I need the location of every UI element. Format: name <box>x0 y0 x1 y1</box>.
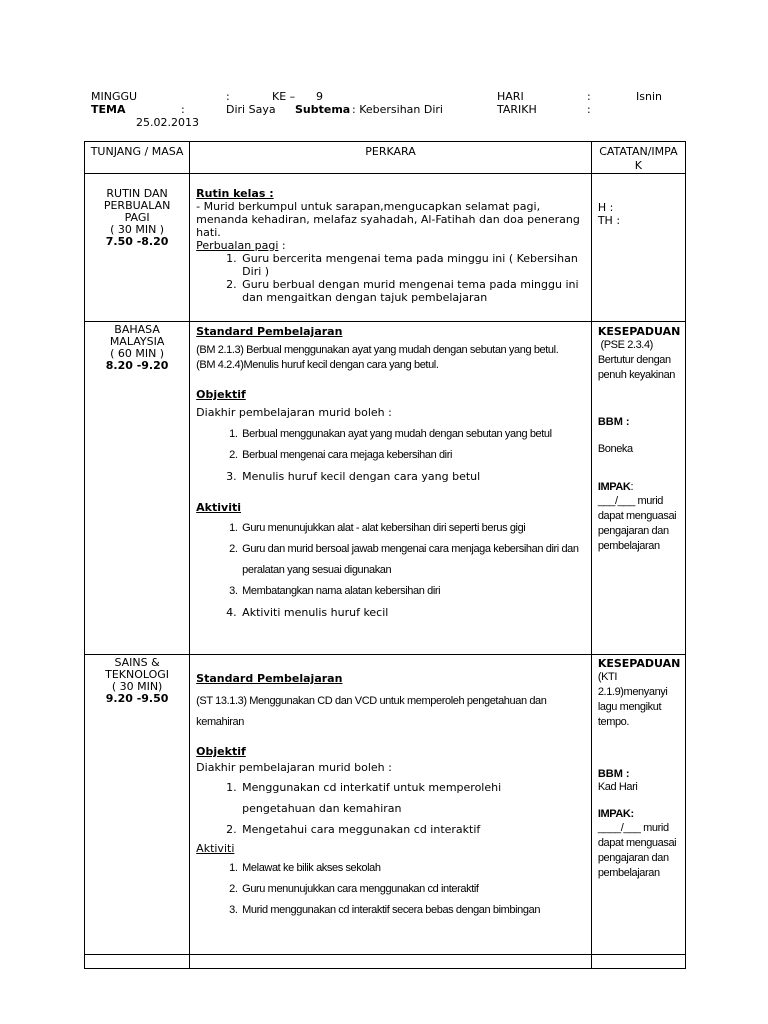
kesepaduan-title: KESEPADUAN <box>597 325 681 338</box>
list-item: 2. Guru dan murid bersoal jawab mengenai cara menjaga kebersihan diri dan peralatan yang sesuai digunakan <box>240 539 587 581</box>
standard-pembelajaran-title: Standard Pembelajaran <box>196 672 343 685</box>
hari-label: HARI <box>497 90 524 103</box>
tarikh-label: TARIKH <box>497 103 537 116</box>
subtema-label: Subtema <box>295 103 351 116</box>
perkara-cell <box>190 655 592 955</box>
header-catatan-impak: CATATAN/IMPAK <box>591 142 685 174</box>
table-header-row <box>85 142 686 174</box>
subject-duration: ( 30 MIN) <box>111 680 163 693</box>
impak-text: ___/___ murid dapat menguasai pengajaran dan pembelajaran <box>597 495 677 552</box>
tema-colon: : <box>181 103 185 116</box>
list-item: 3. Murid menggunakan cd interaktif secera bebas dengan bimbingan <box>240 900 587 921</box>
list-item: 1. Menggunakan cd interkatif untuk memperolehi pengetahuan dan kemahiran <box>240 777 507 819</box>
list-item: 1. Melawat ke bilik akses sekolah <box>240 858 587 879</box>
tema-value: Diri Saya <box>226 103 276 116</box>
objektif-list <box>196 777 587 840</box>
impak-title: IMPAK: <box>597 808 634 820</box>
header-perkara: PERKARA <box>190 142 592 174</box>
subject-time: 7.50 -8.20 <box>105 235 169 248</box>
rutin-title: Rutin kelas : <box>196 187 274 200</box>
table-row-empty <box>85 955 686 969</box>
empty-cell <box>190 955 592 969</box>
empty-cell <box>85 955 190 969</box>
standard-pembelajaran-title: Standard Pembelajaran <box>196 325 343 338</box>
kesepaduan-text: Bertutur dengan penuh keyakinan <box>597 354 676 381</box>
bbm-text: Boneka <box>597 443 633 455</box>
subject-cell <box>85 174 190 322</box>
subtema-value: : Kebersihan Diri <box>352 103 443 116</box>
minggu-label: MINGGU <box>91 90 138 103</box>
list-item: 4. Aktiviti menulis huruf kecil <box>240 602 587 623</box>
list-item: 2. Berbual mengenai cara mejaga kebersihan diri <box>240 445 587 466</box>
objektif-intro: Diakhir pembelajaran murid boleh : <box>196 406 392 419</box>
header-line-2 <box>91 103 691 116</box>
list-item: 2. Guru berbual dengan murid mengenai tema pada minggu ini dan mengaitkan dengan tajuk pembelajaran <box>240 278 587 304</box>
bbm-title: BBM : <box>597 416 630 428</box>
perbualan-colon: : <box>278 239 286 252</box>
subject-duration: ( 30 MIN ) <box>110 223 165 236</box>
bbm-text: Kad Hari <box>597 781 638 793</box>
lesson-plan-table <box>84 141 686 969</box>
hari-value: Isnin <box>636 90 662 103</box>
kesepaduan-code: (KTI 2.1.9)menyanyi lagu mengikut tempo. <box>597 671 668 728</box>
list-item: 1. Guru menunujukkan alat - alat kebersihan diri seperti berus gigi <box>240 518 587 539</box>
list-item: 2. Mengetahui cara meggunakan cd interaktif <box>240 819 507 840</box>
kesepaduan-title: KESEPADUAN <box>597 657 681 670</box>
list-item: 2. Guru menunujukkan cara menggunakan cd interaktif <box>240 879 587 900</box>
empty-cell <box>591 955 685 969</box>
minggu-colon: : <box>226 90 230 103</box>
aktiviti-list <box>196 518 587 623</box>
subject-cell <box>85 322 190 655</box>
aktiviti-title: Aktiviti <box>196 501 241 514</box>
perbualan-list <box>196 252 587 304</box>
impak-colon: : <box>630 481 634 493</box>
perbualan-title: Perbualan pagi <box>196 239 279 252</box>
header-tunjang-masa: TUNJANG / MASA <box>85 142 190 174</box>
catatan-cell <box>591 655 685 955</box>
table-row <box>85 174 686 322</box>
objektif-list <box>196 424 587 487</box>
hari-colon: : <box>587 90 591 103</box>
table-row <box>85 322 686 655</box>
subject-duration: ( 60 MIN ) <box>110 347 165 360</box>
rutin-text: - Murid berkumpul untuk sarapan,mengucapkan selamat pagi, menanda kehadiran, melafaz syahadah, Al-Fatihah dan doa penerang hati. <box>196 200 580 239</box>
subject-name: SAINS & TEKNOLOGI <box>105 656 170 681</box>
standard-line: (BM 4.2.4)Menulis huruf kecil dengan cara yang betul. <box>196 359 439 371</box>
perkara-cell <box>190 174 592 322</box>
standard-line: (BM 2.1.3) Berbual menggunakan ayat yang mudah dengan sebutan yang betul. <box>196 344 559 356</box>
subject-name: BAHASA MALAYSIA <box>109 323 165 348</box>
objektif-title: Objektif <box>196 745 246 758</box>
header-line-1 <box>91 90 691 103</box>
header-line-3 <box>91 116 691 129</box>
list-item: 3. Membatangkan nama alatan kebersihan diri <box>240 581 587 602</box>
tema-label: TEMA <box>91 103 126 116</box>
subject-time: 9.20 -9.50 <box>105 692 169 705</box>
list-item: 3. Menulis huruf kecil dengan cara yang betul <box>240 466 587 487</box>
catatan-cell <box>591 322 685 655</box>
list-item: 1. Guru bercerita mengenai tema pada minggu ini ( Kebersihan Diri ) <box>240 252 587 278</box>
impak-text: ____/___ murid dapat menguasai pengajaran dan pembelajaran <box>597 822 677 879</box>
objektif-title: Objektif <box>196 388 246 401</box>
tarikh-value: 25.02.2013 <box>136 116 199 129</box>
subject-time: 8.20 -9.20 <box>105 359 169 372</box>
tarikh-colon: : <box>587 103 591 116</box>
objektif-intro: Diakhir pembelajaran murid boleh : <box>196 761 392 774</box>
catatan-hadir: H : <box>597 201 614 214</box>
impak-title: IMPAK <box>597 481 631 493</box>
list-item: 1. Berbual menggunakan ayat yang mudah dengan sebutan yang betul <box>240 424 587 445</box>
kesepaduan-code: (PSE 2.3.4) <box>597 339 653 351</box>
minggu-number: 9 <box>316 90 323 103</box>
minggu-value: KE – <box>272 90 296 103</box>
aktiviti-list <box>196 858 587 921</box>
standard-line: (ST 13.1.3) Menggunakan CD dan VCD untuk memperoleh pengetahuan dan kemahiran <box>196 695 547 728</box>
perkara-cell <box>190 322 592 655</box>
bbm-title: BBM : <box>597 768 630 780</box>
table-row <box>85 655 686 955</box>
subject-name: RUTIN DAN PERBUALAN PAGI <box>103 187 171 224</box>
aktiviti-title: Aktiviti <box>196 842 235 855</box>
catatan-cell <box>591 174 685 322</box>
subject-cell <box>85 655 190 955</box>
catatan-tidak-hadir: TH : <box>597 214 621 227</box>
